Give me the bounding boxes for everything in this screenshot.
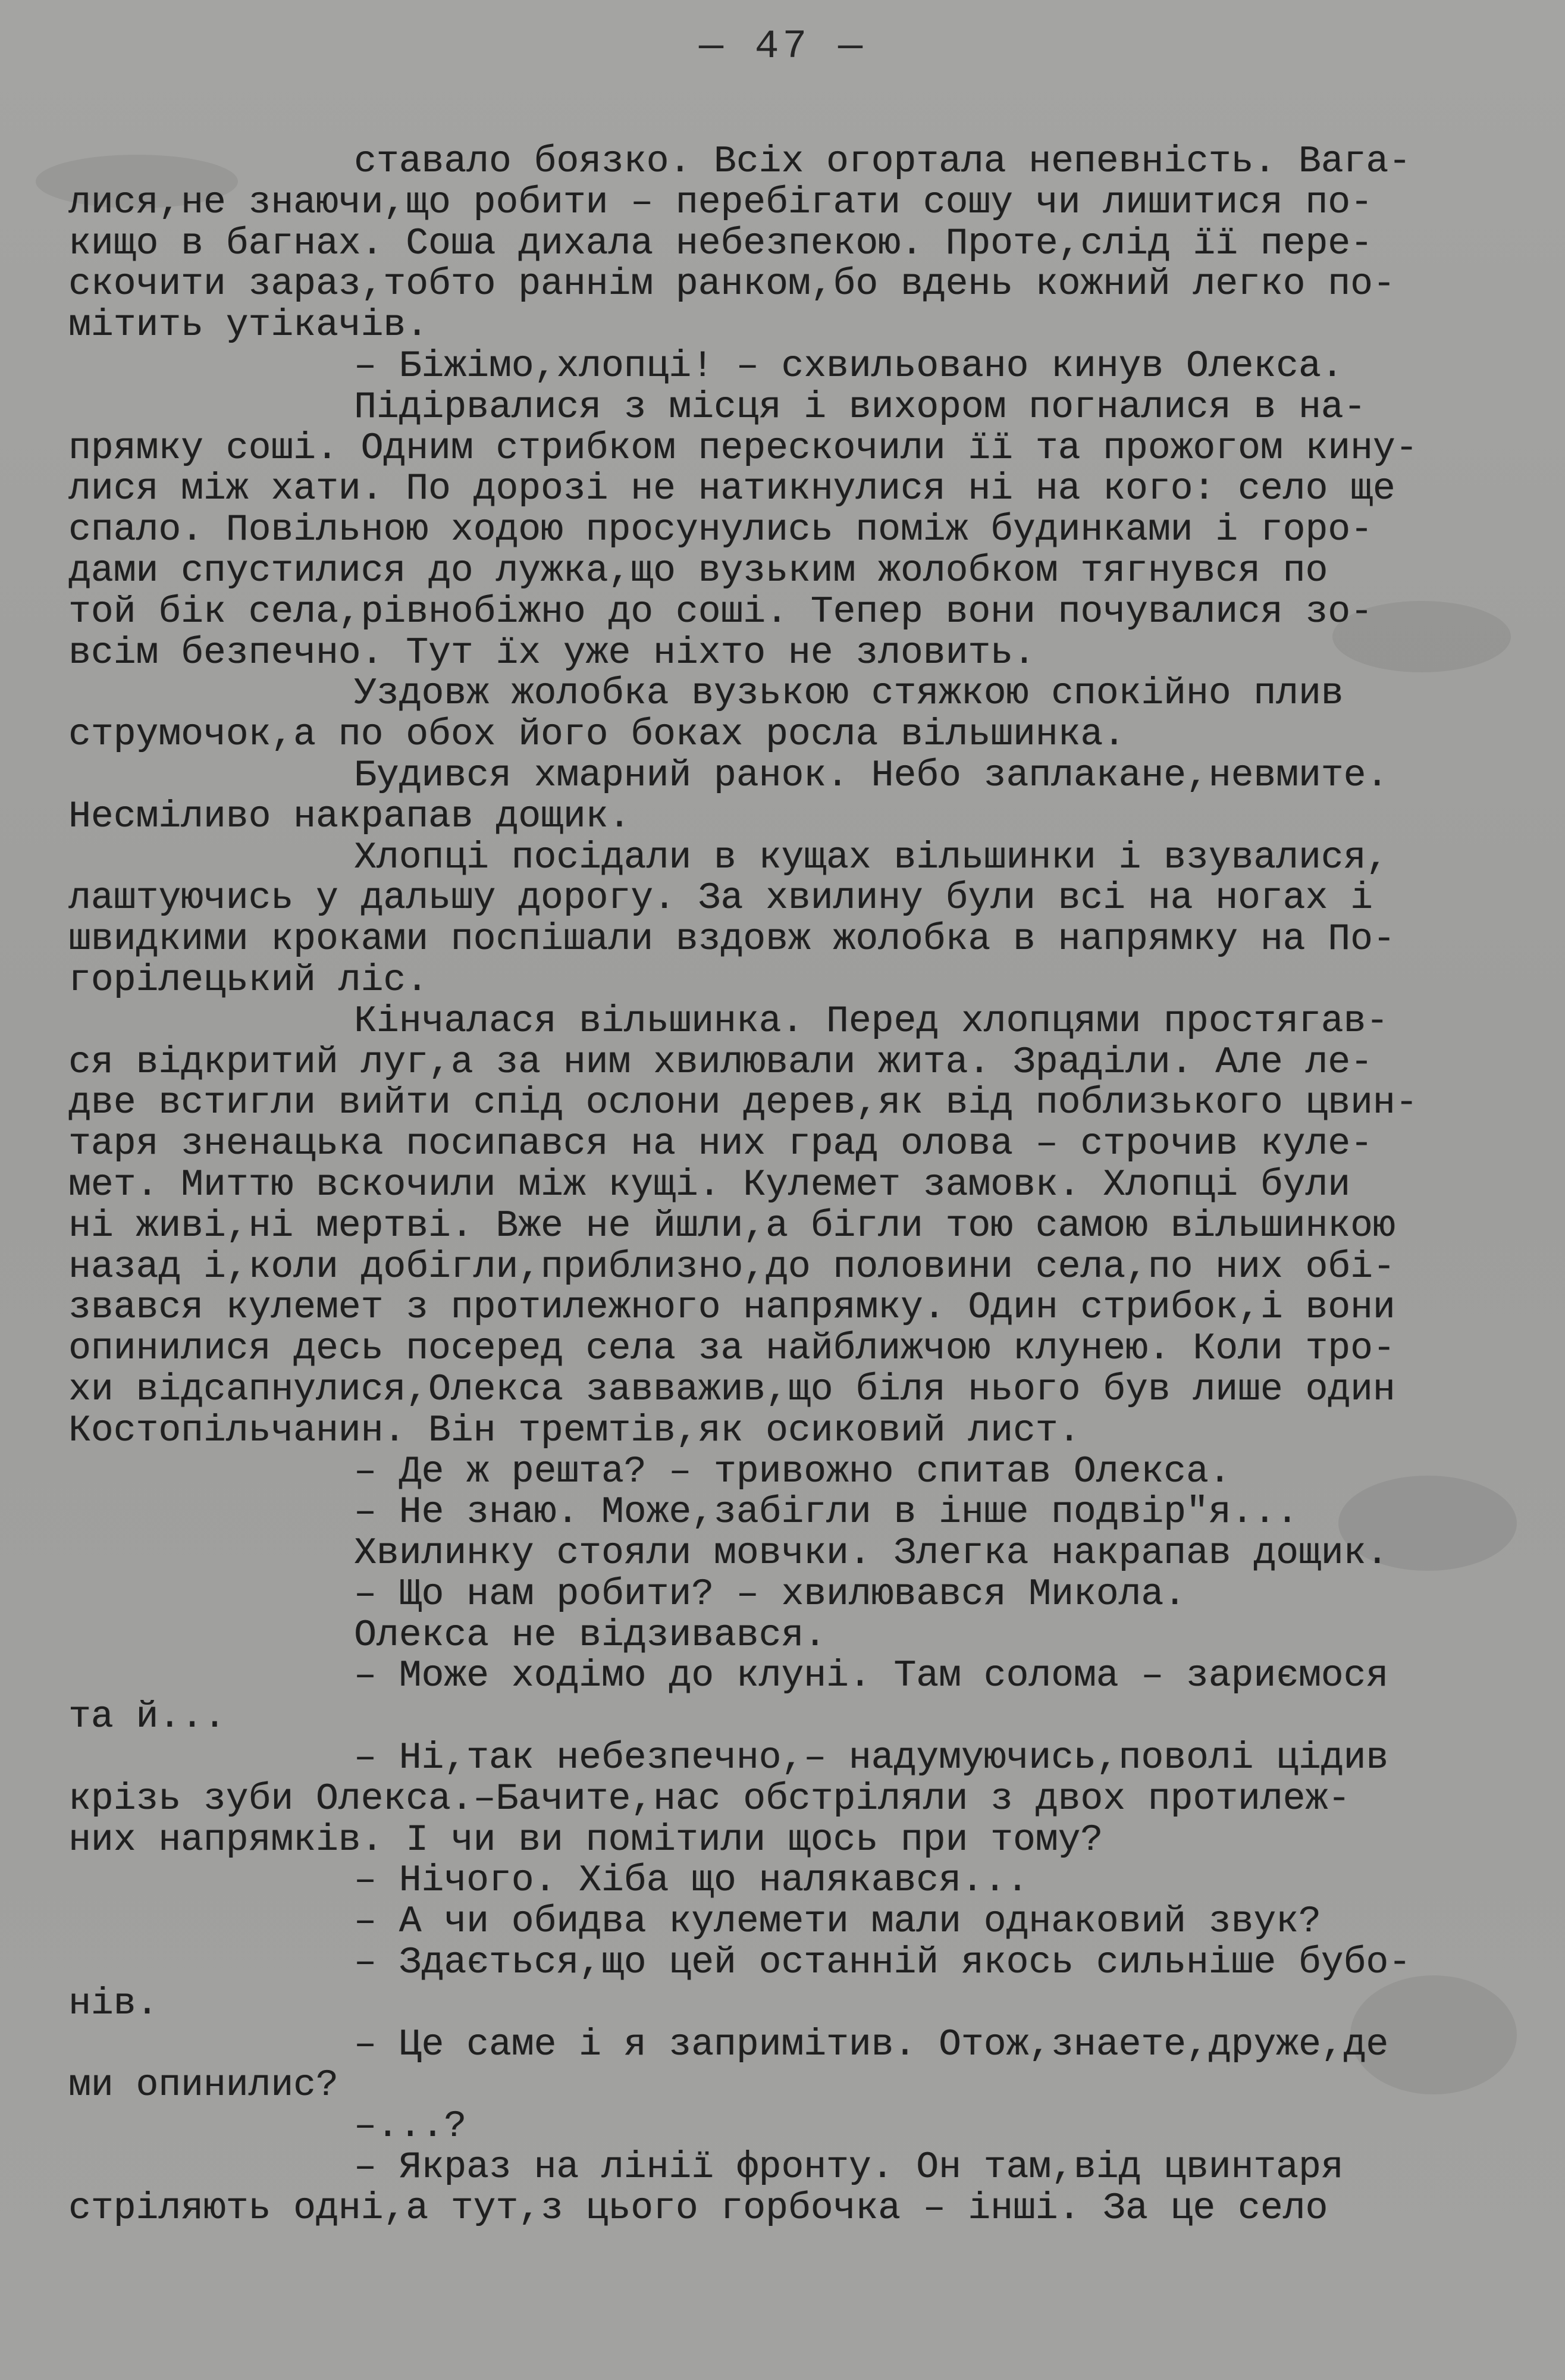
text-line: ся відкритий луг,а за ним хвилювали жита. Зраділи. Але ле- <box>68 1041 1373 1083</box>
text-line: – Може ходімо до клуні. Там солома – зариємося <box>354 1655 1389 1698</box>
text-line: Уздовж жолобка вузькою стяжкою спокійно плив <box>354 672 1344 715</box>
text-line: стріляють одні,а тут,з цього горбочка – інші. За це село <box>68 2187 1328 2229</box>
text-line: – Це саме і я запримітив. Отож,знаете,друже,де <box>354 2023 1389 2066</box>
text-line: та й... <box>68 1696 226 1739</box>
text-line: спало. Повільною ходою просунулись поміж будинками і горо- <box>68 509 1373 552</box>
text-line: назад і,коли добігли,приблизно,до половини села,по них обі- <box>68 1245 1395 1288</box>
text-line: таря зненацька посипався на них град олова – строчив куле- <box>68 1123 1373 1166</box>
text-line: них напрямків. І чи ви помітили щось при тому? <box>68 1818 1103 1861</box>
text-line: лися між хати. По дорозі не натикнулися ні на кого: село ще <box>68 468 1395 511</box>
text-line: лаштуючись у дальшу дорогу. За хвилину були всі на ногах і <box>68 877 1373 920</box>
text-line: Хвилинку стояли мовчки. Злегка накрапав дощик. <box>354 1532 1389 1575</box>
text-line: звався кулемет з протилежного напрямку. Один стрибок,і вони <box>68 1286 1395 1329</box>
text-line: – А чи обидва кулемети мали однаковий звук? <box>354 1900 1321 1943</box>
text-line: – Що нам робити? – хвилювався Микола. <box>354 1573 1186 1615</box>
text-line: две встигли вийти спід ослони дерев,як від поблизького цвин- <box>68 1082 1418 1125</box>
text-line: прямку соші. Одним стрибком перескочили її та прожогом кину- <box>68 427 1418 469</box>
text-line: – Біжімо,хлопці! – схвильовано кинув Олекса. <box>354 345 1344 387</box>
page-number: — 47 — <box>699 24 866 70</box>
text-line: Хлопці посідали в кущах вільшинки і взувалися, <box>354 836 1389 879</box>
document-body <box>68 142 1508 2229</box>
text-line: – Здається,що цей останній якось сильніше бубо- <box>354 1941 1411 1984</box>
text-line: – Не знаю. Може,забігли в інше подвір"я... <box>354 1491 1299 1534</box>
text-line: лися,не знаючи,що робити – перебігати сошу чи лишитися по- <box>68 181 1373 224</box>
text-line: той бік села,рівнобіжно до соші. Тепер вони почувалися зо- <box>68 590 1373 633</box>
text-line: Костопільчанин. Він тремтів,як осиковий лист. <box>68 1409 1081 1452</box>
text-line: мітить утікачів. <box>68 304 428 347</box>
text-line: дами спустилися до лужка,що вузьким жолобком тягнувся по <box>68 549 1328 592</box>
text-line: кищо в багнах. Соша дихала небезпекою. Проте,слід її пере- <box>68 222 1373 265</box>
text-line: ставало боязко. Всіх огортала непевність. Вага- <box>354 140 1411 183</box>
text-line: скочити зараз,тобто раннім ранком,бо вдень кожний легко по- <box>68 263 1395 306</box>
text-line: ні живі,ні мертві. Вже не йшли,а бігли тою самою вільшинкою <box>68 1204 1395 1247</box>
text-line: Кінчалася вільшинка. Перед хлопцями простягав- <box>354 1000 1389 1042</box>
text-line: – Де ж решта? – тривожно спитав Олекса. <box>354 1450 1231 1493</box>
text-line: Будився хмарний ранок. Небо заплакане,невмите. <box>354 754 1389 797</box>
text-line: мет. Миттю вскочили між кущі. Кулемет замовк. Хлопці були <box>68 1163 1350 1206</box>
text-line: –...? <box>354 2105 467 2148</box>
text-line: швидкими кроками поспішали вздовж жолобка в напрямку на По- <box>68 918 1395 961</box>
text-line: хи відсапнулися,Олекса завважив,що біля нього був лише один <box>68 1368 1395 1411</box>
text-line: опинилися десь посеред села за найближчою клунею. Коли тро- <box>68 1327 1395 1370</box>
text-line: нів. <box>68 1982 159 2025</box>
text-line: всім безпечно. Тут їх уже ніхто не зловить. <box>68 631 1036 674</box>
text-line: горілецький ліс. <box>68 959 428 1001</box>
text-line: – Нічого. Хіба що налякався... <box>354 1859 1029 1902</box>
text-line: Підірвалися з місця і вихором погналися в на- <box>354 386 1366 428</box>
text-line: ми опинилис? <box>68 2064 338 2107</box>
text-line: струмочок,а по обох його боках росла вільшинка. <box>68 713 1125 756</box>
text-line: – Якраз на лінії фронту. Он там,від цвинтаря <box>354 2146 1344 2189</box>
text-line: – Ні,так небезпечно,– надумуючись,поволі цідив <box>354 1737 1389 1780</box>
text-line: крізь зуби Олекса.–Бачите,нас обстріляли з двох протилеж- <box>68 1777 1350 1820</box>
text-line: Несміливо накрапав дощик. <box>68 795 631 838</box>
text-line: Олекса не відзивався. <box>354 1614 826 1656</box>
